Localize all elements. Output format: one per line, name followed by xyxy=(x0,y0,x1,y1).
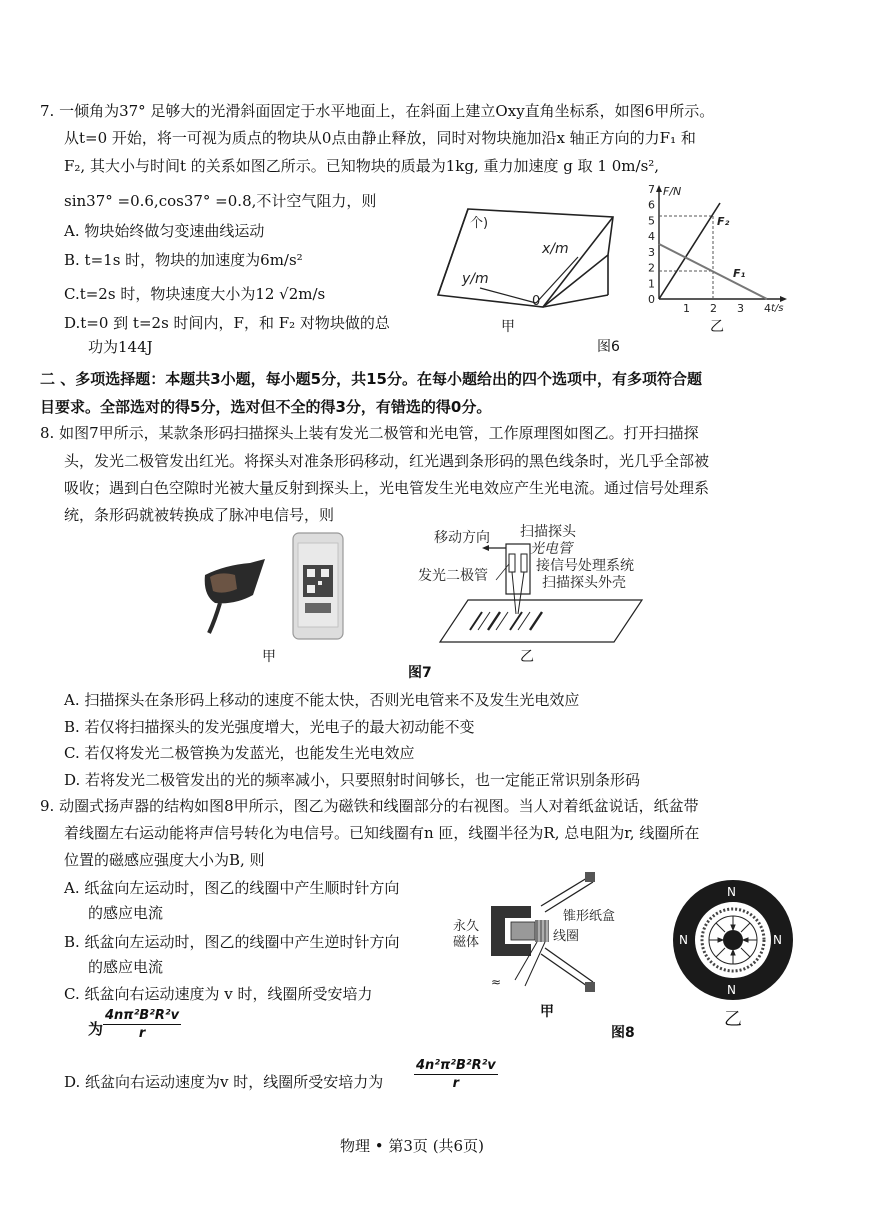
formula-c-denominator: r xyxy=(138,1026,146,1041)
q7-option-d-cont: 功为144J xyxy=(88,338,153,356)
q9-line-1: 9. 动圈式扬声器的结构如图8甲所示，图乙为磁铁和线圈部分的右视图。当人对着纸盆说话，纸盆带 xyxy=(40,797,699,815)
north-label-right: N xyxy=(773,933,782,947)
y-tick-label: 6 xyxy=(648,198,655,212)
y-tick-label: 2 xyxy=(648,261,655,275)
q7-line-1: 7. 一倾角为37° 足够大的光滑斜面固定于水平地面上，在斜面上建立Oxy直角坐标系，如图6甲所示。 xyxy=(40,102,715,120)
y-tick-label: 0 xyxy=(648,293,655,306)
scan-head-label: 扫描探头 xyxy=(520,524,576,540)
f1-label: F₁ xyxy=(733,267,746,280)
q8-line-4: 统，条形码就被转换成了脉冲电信号，则 xyxy=(64,506,335,524)
graph-x-label: t/s xyxy=(771,303,784,314)
coil-label: 线圈 xyxy=(553,929,580,944)
y-tick-label: 7 xyxy=(648,183,655,196)
fig8-jia-caption: 甲 xyxy=(540,1004,554,1020)
magnet-right-view xyxy=(665,876,815,1006)
q9-line-2: 着线圈左右运动能将声信号转化为电信号。已知线圈有n 匝，线圈半径为R, 总电阻为r, 线圈所在 xyxy=(64,824,700,842)
move-direction-label: 移动方向 xyxy=(434,530,490,546)
section2-header-1: 二 、多项选择题：本题共3小题，每小题5分，共15分。在每小题给出的四个选项中，有多项符合题 xyxy=(40,370,702,388)
q7-option-d: D.t=0 到 t=2s 时间内，F，和 F₂ 对物块做的总 xyxy=(64,314,390,332)
y-tick-label: 1 xyxy=(648,277,655,291)
q7-line-2: 从t=0 开始，将一可视为质点的物块从0点由静止释放，同时对物块施加沿x 轴正方向的力F₁ 和 xyxy=(64,129,696,147)
q9-option-c-formula xyxy=(103,1008,181,1041)
y-tick-label: 4 xyxy=(648,230,655,244)
magnet-label-1: 永久 xyxy=(453,919,480,934)
signal-system-label: 接信号处理系统 xyxy=(536,558,634,574)
fig6-yi-caption: 乙 xyxy=(710,319,724,335)
q9-option-d: D. 纸盆向右运动速度为v 时，线圈所受安培力为 xyxy=(64,1073,384,1091)
y-axis-label: y/m xyxy=(462,271,489,287)
fig8-caption: 图8 xyxy=(611,1025,635,1041)
fig8-yi-caption: 乙 xyxy=(724,1009,742,1030)
fig6-caption: 图6 xyxy=(597,339,620,355)
x-tick-label: 1 xyxy=(683,302,690,315)
formula-c-numerator: 4nπ²B²R²v xyxy=(105,1008,180,1023)
x-tick-label: 3 xyxy=(737,302,744,315)
x-tick-label: 2 xyxy=(710,302,717,315)
q9-option-b-cont: 的感应电流 xyxy=(88,958,164,976)
y-tick-label: 5 xyxy=(648,214,655,228)
fig6-jia-caption: 甲 xyxy=(501,319,515,335)
q7-option-a: A. 物块始终做匀变速曲线运动 xyxy=(64,222,265,240)
north-label-left: N xyxy=(679,933,688,947)
led-label: 发光二极管 xyxy=(418,568,488,584)
svg-text:≈: ≈ xyxy=(491,975,502,989)
scanner-schematic xyxy=(410,520,670,650)
north-label-bottom: N xyxy=(727,983,736,997)
photo-tube-label: 光电管 xyxy=(530,541,572,557)
scanner-photo xyxy=(195,525,365,645)
q9-option-a: A. 纸盆向左运动时，图乙的线圈中产生顺时针方向 xyxy=(64,879,400,897)
q8-option-b: B. 若仅将扫描探头的发光强度增大，光电子的最大初动能不变 xyxy=(64,718,475,736)
q9-option-a-cont: 的感应电流 xyxy=(88,904,164,922)
x-axis-label: x/m xyxy=(542,241,569,257)
q9-option-d-formula xyxy=(414,1058,498,1091)
fig7-jia-caption: 甲 xyxy=(262,649,276,665)
x-tick-label: 4 xyxy=(764,302,771,315)
section2-header-2: 目要求。全部选对的得5分，选对但不全的得3分，有错选的得0分。 xyxy=(40,398,492,416)
q8-option-c: C. 若仅将发光二极管换为发蓝光，也能发生光电效应 xyxy=(64,744,415,762)
q7-line-3: F₂, 其大小与时间t 的关系如图乙所示。已知物块的质最为1kg, 重力加速度 g 取 1 0m/s², xyxy=(64,157,660,175)
q7-option-b: B. t=1s 时，物块的加速度为6m/s² xyxy=(64,251,303,269)
q9-option-b: B. 纸盆向左运动时，图乙的线圈中产生逆时针方向 xyxy=(64,933,400,951)
q9-option-c: C. 纸盆向右运动速度为 v 时，线圈所受安培力 xyxy=(64,985,373,1003)
graph-y-label: F/N xyxy=(663,185,682,198)
q7-option-c: C.t=2s 时，物块速度大小为12 √2m/s xyxy=(64,285,326,303)
q8-option-a: A. 扫描探头在条形码上移动的速度不能太快，否则光电管来不及发生光电效应 xyxy=(64,691,580,709)
north-label-top: N xyxy=(727,885,736,899)
shell-label: 扫描探头外壳 xyxy=(542,575,626,591)
formula-d-numerator: 4n²π²B²R²v xyxy=(416,1058,496,1073)
q9-line-3: 位置的磁感应强度大小为B, 则 xyxy=(64,851,265,869)
origin-label: 0 xyxy=(532,294,541,309)
fig7-yi-caption: 乙 xyxy=(520,649,534,665)
force-time-graph xyxy=(645,183,795,318)
cone-label: 锥形纸盒 xyxy=(563,909,615,924)
q8-line-1: 8. 如图7甲所示，某款条形码扫描探头上装有发光二极管和光电管，工作原理图如图乙。打开扫描探 xyxy=(40,424,699,442)
formula-d-denominator: r xyxy=(452,1076,460,1091)
magnet-label-2: 磁体 xyxy=(453,935,480,950)
q8-option-d: D. 若将发光二极管发出的光的频率减小，只要照射时间够长，也一定能正常识别条形码 xyxy=(64,771,641,789)
f2-label: F₂ xyxy=(717,215,730,228)
incline-figure xyxy=(428,195,618,335)
q8-line-3: 吸收；遇到白色空隙时光被大量反射到探头上，光电管发生光电效应产生光电流。通过信号处理系 xyxy=(64,479,710,497)
q9-option-c-prefix: 为 xyxy=(88,1020,104,1038)
svg-text:个): 个) xyxy=(470,216,489,231)
speaker-figure xyxy=(445,868,615,1003)
fig7-caption: 图7 xyxy=(408,665,432,681)
q8-line-2: 头，发光二极管发出红光。将探头对准条形码移动，红光遇到条形码的黑色线条时，光几乎全部被 xyxy=(64,452,710,470)
q7-line-4: sin37° =0.6,cos37° =0.8,不计空气阻力，则 xyxy=(64,192,377,210)
y-tick-label: 3 xyxy=(648,245,655,259)
page-footer: 物理 • 第3页 (共6页) xyxy=(340,1137,484,1155)
